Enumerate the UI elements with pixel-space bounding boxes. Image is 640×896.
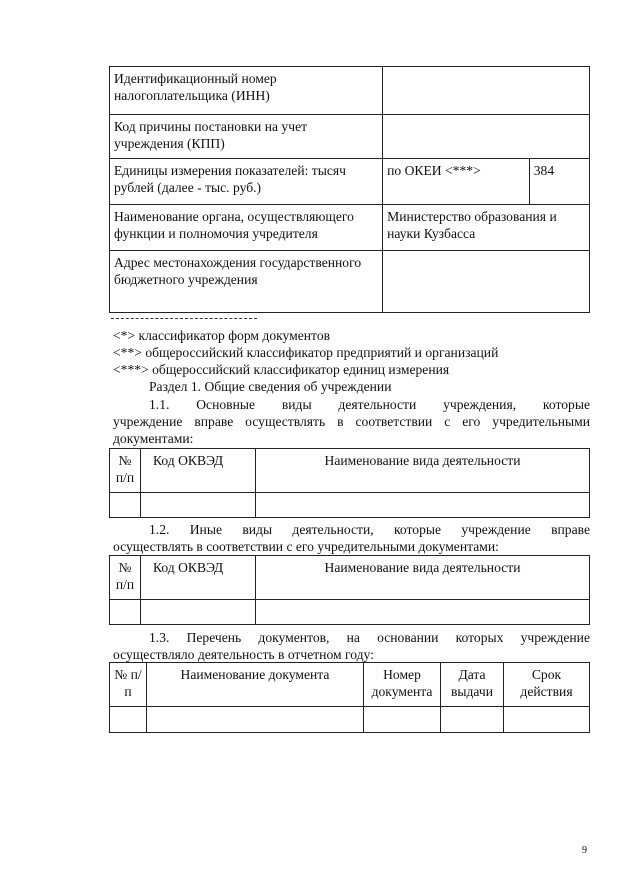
col-okved-code: Код ОКВЭД [141, 556, 256, 600]
footnote-separator [111, 318, 257, 319]
table-header-row [110, 663, 590, 707]
table-header-row [110, 556, 590, 600]
table-row [110, 205, 590, 251]
col-number: № п/п [110, 663, 147, 707]
footnote-units: <***> общероссийский классификатор единиц измерения [113, 362, 450, 377]
units-label: Единицы измерения показателей: тысяч рублей (далее - тыс. руб.) [110, 159, 383, 205]
text-line: учреждение вправе осуществлять в соответствии с его учредительными [113, 414, 590, 429]
kpp-value [383, 115, 590, 159]
table-header-row [110, 449, 590, 493]
col-validity: Срок действия [504, 663, 590, 707]
cell [504, 707, 590, 733]
okei-code: 384 [529, 159, 589, 205]
kpp-label: Код причины постановки на учет учреждения (КПП) [110, 115, 383, 159]
main-activities-table [109, 448, 590, 518]
cell [110, 600, 141, 625]
text-line: 1.1. Основные виды деятельности учреждения, которые [149, 397, 590, 412]
section-title: Раздел 1. Общие сведения об учреждении [149, 379, 392, 394]
cell [110, 493, 141, 518]
table-row [110, 159, 590, 205]
col-activity-name: Наименование вида деятельности [256, 556, 590, 600]
col-number: № п/п [110, 556, 141, 600]
inn-value [383, 67, 590, 115]
section-1-2-text [113, 521, 590, 555]
cell [147, 707, 364, 733]
cell [141, 493, 256, 518]
cell [441, 707, 504, 733]
col-document-number: Номер документа [364, 663, 441, 707]
cell [110, 707, 147, 733]
page-number: 9 [582, 845, 587, 856]
cell [256, 600, 590, 625]
cell [364, 707, 441, 733]
institution-info-table [109, 66, 590, 313]
founder-value: Министерство образования и науки Кузбасса [383, 205, 590, 251]
col-number: № п/п [110, 449, 141, 493]
cell [141, 600, 256, 625]
table-row [110, 115, 590, 159]
other-activities-table [109, 555, 590, 625]
text-line: 1.2. Иные виды деятельности, которые учреждение вправе [149, 522, 590, 537]
col-document-name: Наименование документа [147, 663, 364, 707]
table-row [110, 251, 590, 313]
cell [256, 493, 590, 518]
okei-label: по ОКЕИ <***> [383, 159, 530, 205]
text-line: документами: [113, 431, 194, 446]
text-line: осуществляло деятельность в отчетном году: [113, 647, 374, 662]
footnote-forms: <*> классификатор форм документов [113, 328, 331, 343]
section-1-1-text [113, 396, 590, 447]
table-row [110, 600, 590, 625]
address-value [383, 251, 590, 313]
text-line: 1.3. Перечень документов, на основании которых учреждение [149, 630, 590, 645]
col-activity-name: Наименование вида деятельности [256, 449, 590, 493]
inn-label: Идентификационный номер налогоплательщика (ИНН) [110, 67, 383, 115]
documents-table [109, 662, 590, 733]
footnote-enterprises: <**> общероссийский классификатор предприятий и организаций [113, 345, 499, 360]
col-okved-code: Код ОКВЭД [141, 449, 256, 493]
address-label: Адрес местонахождения государственного бюджетного учреждения [110, 251, 383, 313]
founder-label: Наименование органа, осуществляющего функции и полномочия учредителя [110, 205, 383, 251]
table-row [110, 707, 590, 733]
section-1-3-text [113, 629, 590, 663]
table-row [110, 67, 590, 115]
table-row [110, 493, 590, 518]
text-line: осуществлять в соответствии с его учредительными документами: [113, 539, 499, 554]
col-issue-date: Дата выдачи [441, 663, 504, 707]
